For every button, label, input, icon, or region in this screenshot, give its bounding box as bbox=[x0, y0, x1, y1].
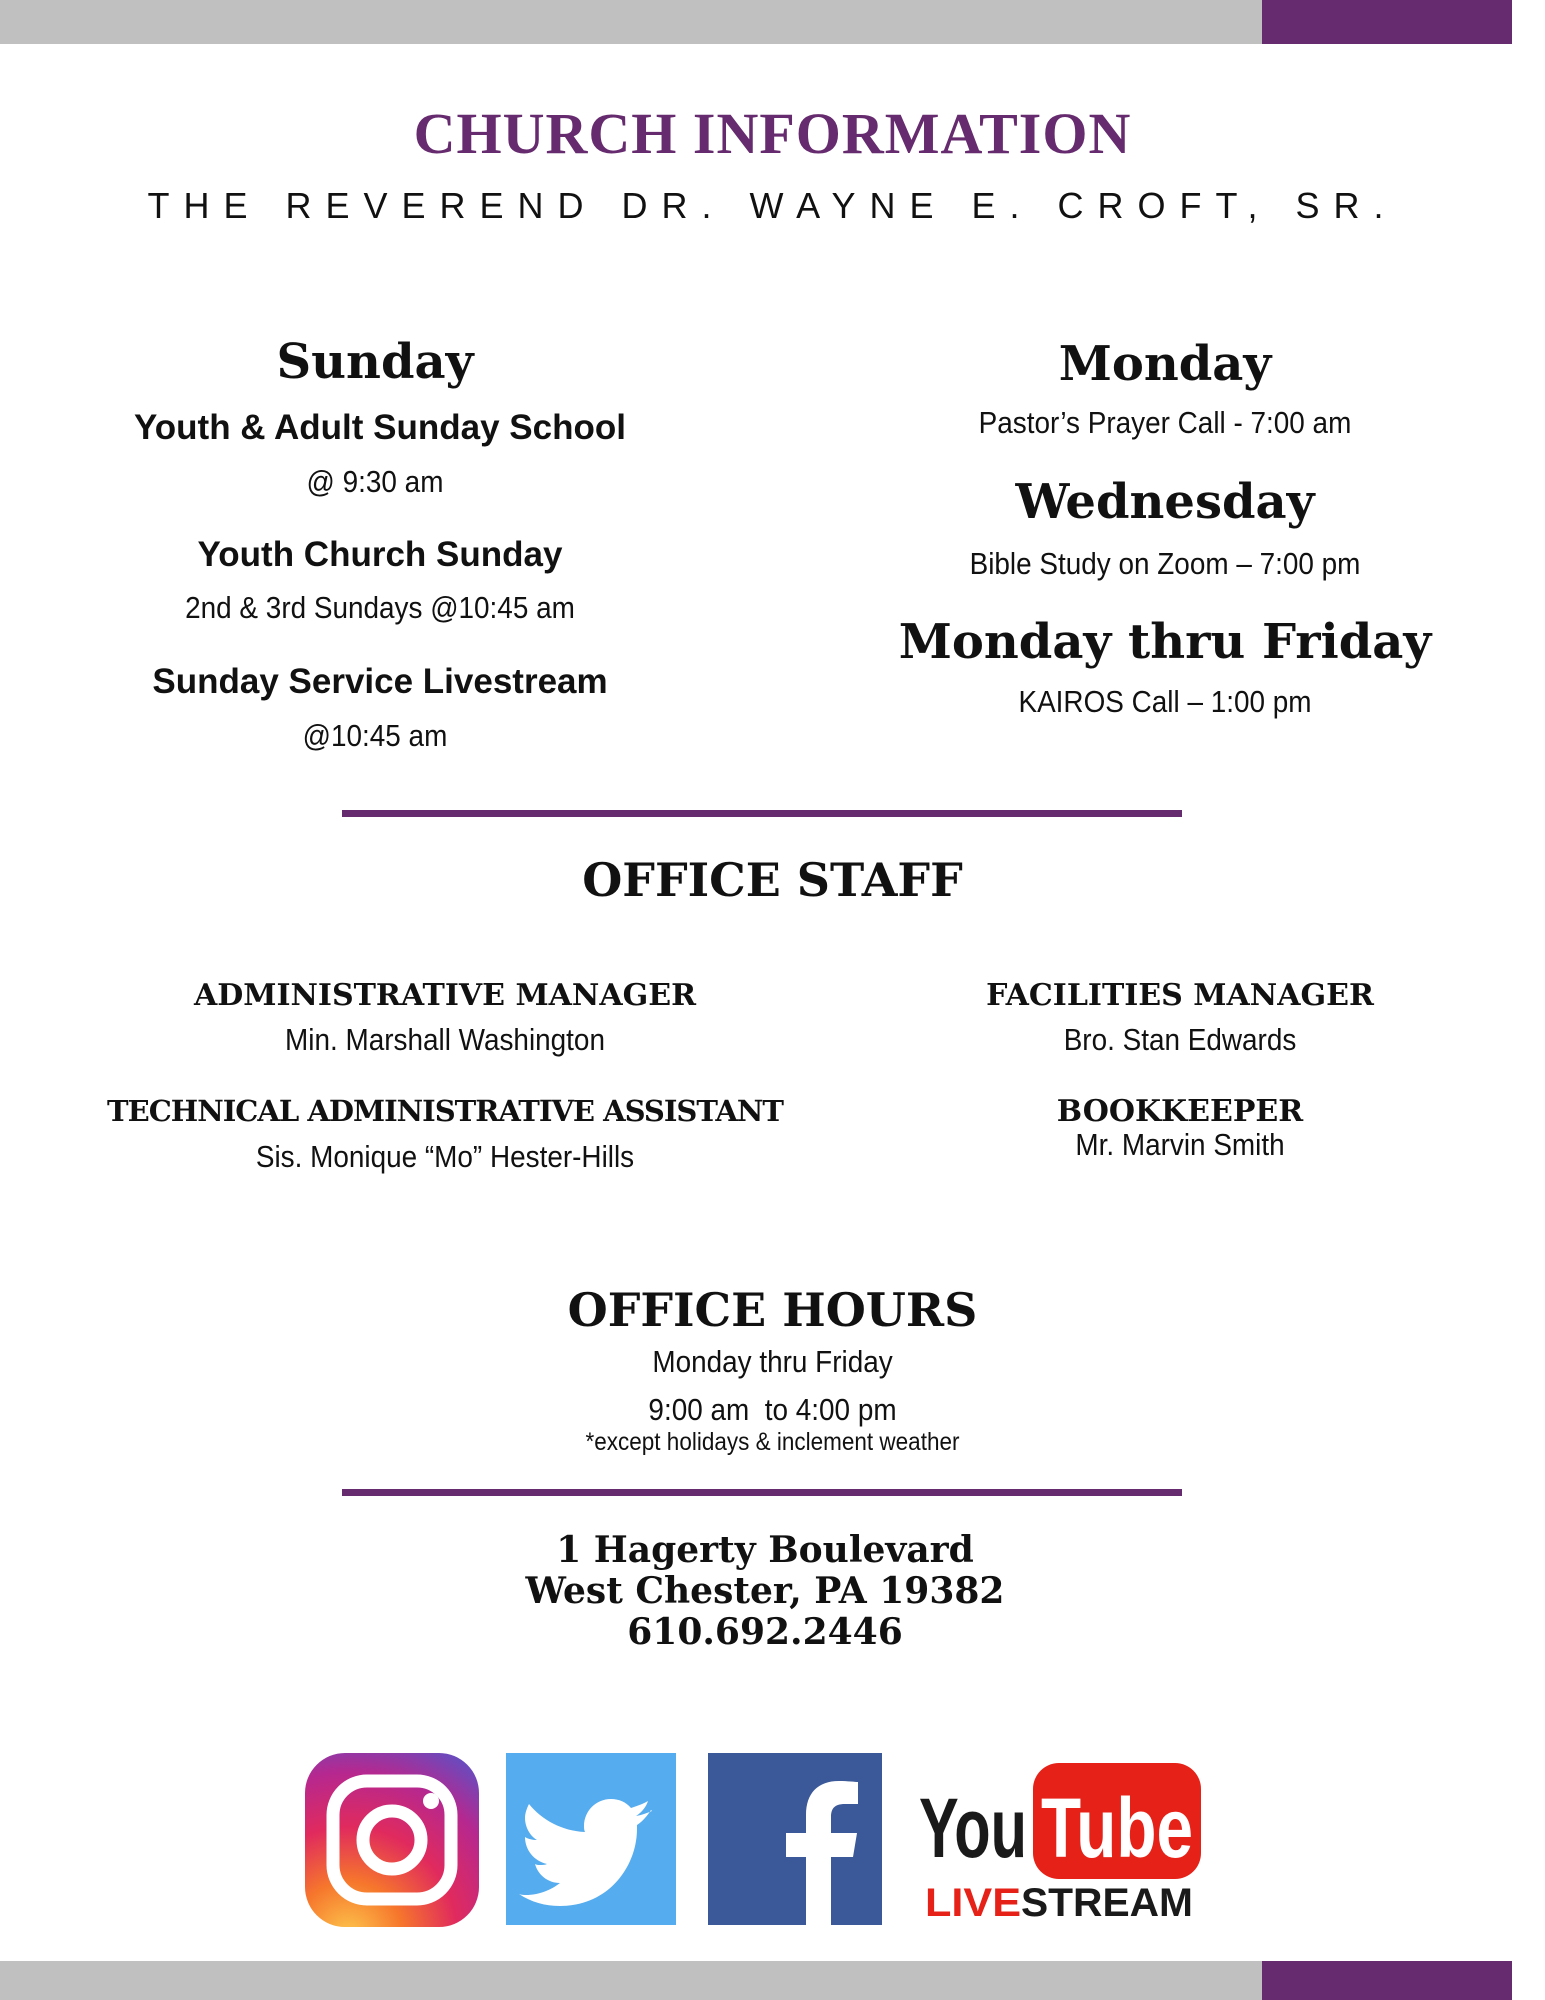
staff-role: FACILITIES MANAGER bbox=[986, 978, 1374, 1013]
address-block bbox=[0, 1530, 1530, 1653]
staff-name: Sis. Monique “Mo” Hester-Hills bbox=[255, 1139, 635, 1174]
instagram-icon[interactable] bbox=[305, 1753, 479, 1927]
youtube-tube-text: Tube bbox=[1041, 1781, 1193, 1875]
top-purple-bar bbox=[1262, 0, 1512, 44]
top-gray-bar bbox=[0, 0, 1262, 44]
event-name: Youth Church Sunday bbox=[197, 535, 563, 574]
city-state-zip: West Chester, PA 19382 bbox=[525, 1570, 1005, 1612]
monday-heading: Monday bbox=[1058, 336, 1272, 392]
livestream-live-text: LIVE bbox=[925, 1881, 1021, 1925]
office-hours-times: 9:00 am to 4:00 pm bbox=[648, 1392, 897, 1427]
office-hours-heading: OFFICE HOURS bbox=[567, 1283, 978, 1337]
weekdays-heading: Monday thru Friday bbox=[898, 614, 1432, 670]
page-subtitle: THE REVEREND DR. WAYNE E. CROFT, SR. bbox=[147, 185, 1398, 226]
twitter-icon[interactable] bbox=[506, 1753, 676, 1925]
youtube-icon[interactable] bbox=[915, 1755, 1205, 1925]
youtube-you-text: You bbox=[919, 1781, 1027, 1875]
page-title: CHURCH INFORMATION bbox=[413, 101, 1132, 166]
livestream-stream-text: STREAM bbox=[1021, 1881, 1193, 1925]
staff-name: Min. Marshall Washington bbox=[285, 1022, 605, 1057]
staff-name: Mr. Marvin Smith bbox=[1075, 1127, 1285, 1162]
event-time: @10:45 am bbox=[302, 718, 448, 753]
staff-role: BOOKKEEPER bbox=[1056, 1094, 1304, 1129]
section-divider bbox=[342, 810, 1182, 817]
bottom-gray-bar bbox=[0, 1961, 1262, 2000]
event-time: 2nd & 3rd Sundays @10:45 am bbox=[185, 590, 575, 625]
wednesday-detail: Bible Study on Zoom – 7:00 pm bbox=[969, 546, 1361, 581]
office-hours-note: *except holidays & inclement weather bbox=[585, 1428, 960, 1456]
phone-number: 610.692.2446 bbox=[627, 1611, 903, 1653]
section-divider bbox=[342, 1489, 1182, 1496]
staff-role: ADMINISTRATIVE MANAGER bbox=[193, 978, 697, 1013]
sunday-heading: Sunday bbox=[276, 334, 474, 390]
weekdays-detail: KAIROS Call – 1:00 pm bbox=[1018, 684, 1312, 719]
monday-detail: Pastor’s Prayer Call - 7:00 am bbox=[978, 405, 1352, 440]
office-staff-heading: OFFICE STAFF bbox=[582, 853, 963, 907]
bottom-purple-bar bbox=[1262, 1961, 1512, 2000]
event-name: Youth & Adult Sunday School bbox=[134, 408, 626, 447]
wednesday-heading: Wednesday bbox=[1015, 474, 1315, 530]
event-name: Sunday Service Livestream bbox=[152, 662, 608, 701]
street-address: 1 Hagerty Boulevard bbox=[556, 1529, 974, 1571]
staff-role: TECHNICAL ADMINISTRATIVE ASSISTANT bbox=[107, 1094, 783, 1128]
staff-name: Bro. Stan Edwards bbox=[1063, 1022, 1297, 1057]
event-time: @ 9:30 am bbox=[306, 464, 444, 499]
facebook-icon[interactable] bbox=[708, 1753, 882, 1925]
office-hours-days: Monday thru Friday bbox=[652, 1344, 893, 1379]
